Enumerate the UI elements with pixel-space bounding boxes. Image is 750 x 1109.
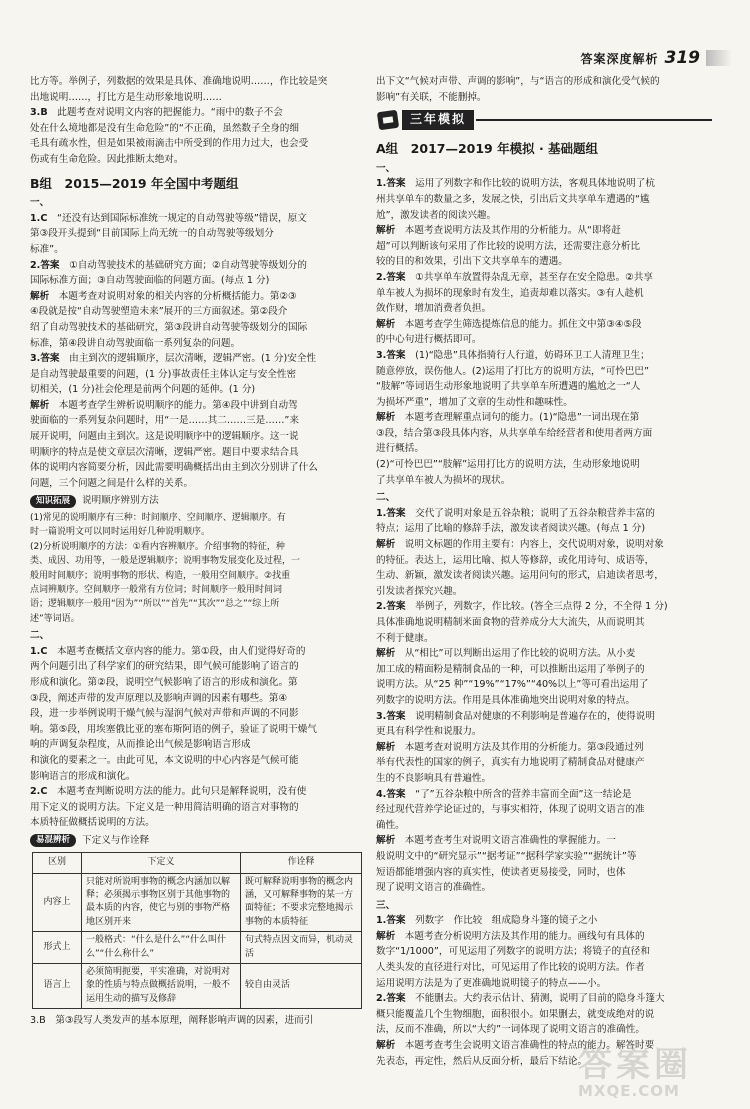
text-line: 运用说明方法是为了更准确地说明镜子的特点——小。 (376, 977, 607, 989)
text-line: 响。第⑤段，用埃塞俄比亚的塞布斯阿语的例子，验证了说明干燥气 (30, 723, 317, 735)
text-line: 单车被人为损坏的现象时有发生，追责却难以落实。③有人趁机 (376, 287, 644, 299)
text-line: 响的声调复杂程度，从而推论出气候是影响语言形成 (30, 739, 251, 751)
table-cell: 较自由灵活 (241, 964, 362, 1009)
page-number: 319 (664, 48, 700, 68)
text-line: 般用时间顺序；说明事物的形状、构造，一般用空间顺序。②找重 (30, 570, 291, 581)
text-line: 引发读者探究兴趣。 (376, 585, 463, 597)
text-line: 用下定义的说明方法。下定义是一种用简洁明确的语言对事物的 (30, 801, 299, 813)
text-line: 体的说明内容简要分析，因此需要明确概括出由主到次分别讲了什么 (30, 462, 318, 474)
text-line: ④段就是按“自动驾驶塑造未来”展开的三方面叙述。第②段介 (30, 306, 288, 318)
watermark-text: 答案圈 (578, 1045, 692, 1085)
text-line: 国际标准方面；③自动驾驶面临的问题方面。(每点 1 分) (30, 275, 270, 287)
answer-b-two-1-block (30, 644, 366, 784)
confusion-badge: 易混辨析 (30, 834, 76, 847)
table-header-cell: 下定义 (82, 852, 241, 873)
table-header-row (33, 852, 362, 873)
answer-s2-block (376, 599, 712, 708)
answer-3-block (30, 105, 366, 167)
answer-b2-block (30, 258, 366, 352)
text-line: 标准”。 (30, 243, 64, 255)
table-row-label: 形式上 (33, 932, 82, 964)
text-line: 4.答案 “了”五谷杂粮中所含的营养丰富而全面”这一结论是 (376, 788, 632, 800)
table-cell: 既可解释说明事物的概念内涵，又可解释事物的某一方面特征；不要求完整地揭示事物的本质特征 (241, 873, 362, 932)
text-line: 两个问题引出了科学家们的研究结果，即气候可能影响了语言的 (30, 661, 299, 673)
text-line: 更具有科学性和说服力。 (376, 726, 482, 738)
text-line: 列数字的说明方法。作用是具体准确地突出说明对象的特点。 (376, 694, 636, 706)
text-line: 州共享单车的数量之多，发展之快，引出后文共享单车遭遇的“尴 (376, 193, 650, 205)
text-line: 2.答案 ①自动驾驶技术的基础研究方面；②自动驾驶等级划分的 (30, 259, 307, 271)
book-icon (376, 107, 402, 133)
answer-s3-block (376, 709, 712, 787)
text-line: (2)分析说明顺序的方法：①看内容辨顺序。介绍事物的特征，种 (30, 541, 285, 552)
text-line: 现了说明文语言的准确性。 (376, 882, 492, 894)
text-line: 2.答案 ①共享单车放置得杂乱无章，甚至存在安全隐患。②共享 (376, 271, 653, 283)
knowledge-badge: 知识拓展 (30, 495, 76, 508)
text-line: 先表态，再定性，然后从反面分析，最后下结论。 (376, 1055, 588, 1067)
text-line: 3.B 此题考查对说明文内容的把握能力。“雨中的数子不会 (30, 107, 283, 119)
text-line: 段，进一步举例说明干燥气候与湿润气候对声带和声调的不同影 (30, 708, 299, 720)
answer-s4-block (376, 787, 712, 896)
text-line: 处在什么境地都是没有生命危险”的“不正确，虽然数子全身的细 (30, 122, 299, 134)
text-line: 短语都能增强内容的真实性，使读者更易接受，同时，也体 (376, 866, 626, 878)
text-line: 语；逻辑顺序一般用“因为”“所以”“首先”“其次”“总之”“综上所 (30, 599, 280, 610)
text-line: 尬”，激发读者的阅读兴趣。 (376, 209, 497, 221)
text-line: 说明方法。从“25 种”“19%”“17%”“40%以上”等可看出运用了 (376, 679, 649, 691)
text-line: 超”可以判断该句采用了作比较的说明方法，还需要注意分析比 (376, 240, 641, 252)
answer-t1-block (376, 913, 712, 991)
text-line: 比方等。举例子，列数据的效果是具体、准确地说明……，作比较是突 (30, 76, 328, 87)
text-line: 1.C “还没有达到国际标准统一规定的自动驾驶等级”错误，原文 (30, 212, 307, 224)
answer-r3-block (376, 348, 712, 488)
table-row (33, 932, 362, 964)
text-line: 解析 本题考查学生辨析说明顺序的能力。第④段中讲到自动驾 (30, 399, 298, 411)
text-line: 伤或有生命危险。因此推断太绝对。 (30, 153, 184, 165)
text-line: 第③段开头提到“目前国际上尚无统一的自动驾驶等级划分 (30, 228, 274, 240)
three-year-banner (376, 107, 712, 133)
text-line: 法，反而不准确，所以“大约”一词体现了说明文语言的准确性。 (376, 1024, 645, 1036)
text-line: 随意停放，误伤他人。(2)运用了打比方的说明方法，“可怜巴巴” (376, 365, 649, 377)
text-line: 2.答案 不能删去。大约表示估计、猜测，说明了目前的隐身斗篷大 (376, 993, 665, 1005)
text-line: (1)常见的说明顺序有三种：时间顺序、空间顺序、逻辑顺序。有 (30, 513, 286, 524)
text-line: 类、成因、功用等，一般是逻辑顺序；说明事物发展变化及过程，一 (30, 556, 301, 567)
text-line: “肢解”等词语生动形象地说明了共享单车所遭遇的尴尬之一“人 (376, 381, 641, 393)
table-header-cell: 区别 (33, 852, 82, 873)
text-line: 毛具有疏水性，但是如果被雨滴击中所受到的作用力过大，也会受 (30, 138, 309, 150)
text-line: 时一篇说明文可以同时运用好几种说明顺序。 (30, 527, 211, 538)
text-line: 般说明文中的“研究显示”“据考证”“据科学家实验”“据统计”等 (376, 850, 637, 862)
text-line: 3.答案 (1)“隐患”具体指骑行人行道，妨碍环卫工人清理卫生； (376, 349, 650, 361)
text-line: 标准，第④段讲自动驾驶面临一系列复杂的问题。 (30, 337, 241, 349)
page-header (580, 46, 732, 70)
text-line: 为损坏严重”，增加了文章的生动性和趣味性。 (376, 396, 573, 408)
text-line: 出下文“气候对声带、声调的影响”，与“语言的形成和演化受气候的 (376, 76, 660, 87)
text-line: 出地说明……，打比方是生动形象地说明…… (30, 91, 222, 103)
text-line: 述”等词语。 (30, 613, 80, 624)
text-line: 切相关，(1 分)社会伦理是前两个问题的延伸。(1 分) (30, 384, 256, 396)
table-header-cell: 作诠释 (241, 852, 362, 873)
text-line: 的特征。表达上，运用比喻、拟人等修辞，或化用诗句、成语等， (376, 554, 655, 566)
text-line: 解析 本题考查考生对说明文语言准确性的掌握能力。一 (376, 835, 616, 847)
text-line: 1.答案 列数字 作比较 组成隐身斗篷的镜子之小 (376, 915, 598, 927)
text-line: 明顺序的特点是使文章层次清晰，逻辑严密。题目中要求结合具 (30, 446, 299, 458)
text-line: 形成和演化。第②段，说明空气候影响了语言的形成和演化。第 (30, 677, 298, 689)
text-line: 解析 本题考查说明方法及其作用的分析能力。从“即将赶 (376, 225, 621, 237)
section-two-label: 二、 (30, 630, 50, 642)
right-section-three-label: 三、 (376, 899, 396, 911)
answer-b1-block (30, 211, 366, 258)
text-line: 人类头发的直径进行对比，可见运用了作比较的说明方法。作者 (376, 962, 645, 974)
text-line: 解析 本题考查学生筛选提炼信息的能力。抓住文中第③④⑤段 (376, 318, 642, 330)
header-label: 答案深度解析 (580, 51, 659, 66)
text-line: (2)“可怜巴巴”“肢解”运用打比方的说明方法，生动形象地说明 (376, 459, 640, 471)
text-line: 解析 本题考查对说明对象的相关内容的分析概括能力。第②③ (30, 290, 297, 302)
table-cell: 只能对所说明事物的概念内涵加以解释；必须揭示事物区别于其他事物的最本质的内容，使它与别的事物严格地区别开来 (82, 873, 241, 932)
text-line: 解析 本题考查理解重点词句的能力。(1)“隐患”一词出现在第 (376, 412, 640, 424)
text-line: 了共享单车被人为损坏的现状。 (376, 474, 511, 486)
table-row (33, 964, 362, 1009)
text-line: 是自动驾驶最重要的问题，(1 分)事故责任主体认定与安全性密 (30, 368, 297, 380)
text-line: 影响”有关联，不能删掉。 (376, 91, 487, 103)
text-line: 生动、新颖，激发读者阅读兴趣。运用问句的形式，启迪读者思考， (376, 570, 664, 582)
right-section-two-label: 二、 (376, 492, 396, 504)
banner-label: 三年模拟 (402, 110, 474, 130)
text-line: 3.答案 说明精制食品对健康的不利影响是普遍存在的，使得说明 (376, 710, 655, 722)
text-line: 的中心句进行概括即可。 (376, 334, 482, 346)
text-line: 本质特征做概括说明的方法。 (30, 817, 155, 829)
knowledge-note-header (30, 493, 366, 509)
watermark-logo (578, 1037, 728, 1100)
answer-r1-block (376, 176, 712, 270)
answer-b3-block (30, 351, 366, 491)
text-line: 问题，三个问题之间是什么样的关系。 (30, 477, 194, 489)
text-line: 2.答案 举例子，列数字，作比较。(答全三点得 2 分，不全得 1 分) (376, 601, 668, 613)
text-line: 经过现代营养学论证过的，与事实相符，体现了说明文语言的准 (376, 804, 645, 816)
text-line: 较的目的和效果，引出下文共享单车的遭遇。 (376, 256, 568, 268)
text-line: 展开说明，问题由主到次。这是说明顺序中的逻辑顺序。这一说 (30, 431, 299, 443)
header-gradient-bar (706, 50, 732, 66)
text-line: 特点；运用了比喻的修辞手法，激发读者阅读兴趣。(每点 1 分) (376, 523, 646, 535)
table-row (33, 873, 362, 932)
text-line: 和演化的要素之一。由此可见，本文说明的中心内容是气候可能 (30, 755, 299, 767)
text-line: 数字“1/1000”，可见运用了列数字的说明方法；将镜子的直径和 (376, 946, 650, 958)
text-line: 2.C 本题考查判断说明方法的能力。此句只是解释说明，没有使 (30, 786, 307, 798)
banner-rule (476, 119, 712, 121)
text-line: 解析 从“相比”可以判断出运用了作比较的说明方法。从小麦 (376, 648, 636, 660)
table-cell: 必须简明扼要，平实准确，对说明对象的性质与特点做概括说明，一般不运用生动的描写及修辞 (82, 964, 241, 1009)
text-line: 解析 本题考查对说明方法及其作用的分析能力。第③段通过列 (376, 741, 644, 753)
section-one-label: 一、 (30, 197, 50, 209)
group-b-title: B组 2015—2019 年全国中考题组 (30, 175, 239, 191)
table-cell: 句式特点因文而异，机动灵活 (241, 932, 362, 964)
right-column (376, 74, 712, 1069)
text-line: 3.答案 由主到次的逻辑顺序，层次清晰，逻辑严密。(1 分)安全性 (30, 353, 316, 365)
text-line: ③段，阐述声带的发声原理以及影响声调的因素有哪些。第④ (30, 692, 288, 704)
left-top-lines (30, 74, 366, 105)
text-line: 解析 本题考查分析说明方法及其作用的能力。画线句有具体的 (376, 930, 645, 942)
text-line: 1.C 本题考查概括文章内容的能力。第①段，由人们觉得好奇的 (30, 645, 306, 657)
text-line: 驶面临的一系列复杂问题时，用“一是……其二……三是……”来 (30, 415, 299, 427)
knowledge-note-body (30, 511, 366, 626)
group-a-title: A组 2017—2019 年模拟 · 基础题组 (376, 141, 599, 157)
text-line: 确性。 (376, 819, 405, 831)
text-line: 生的不良影响具有普遍性。 (376, 772, 492, 784)
text-line: 点词辨顺序。空间顺序一般常有方位词；时间顺序一般用时间词 (30, 585, 283, 596)
answer-s1-block (376, 506, 712, 600)
text-line: 不利于健康。 (376, 632, 434, 644)
right-top-lines (376, 74, 712, 105)
left-column (30, 74, 366, 1029)
text-line: 解析 说明文标题的作用主要有：内容上，交代说明对象，说明对象 (376, 539, 664, 551)
text-line: 具体准确地说明精制米面食物的营养成分大大流失，从而说明其 (376, 617, 645, 628)
text-line: 敛作财，增加消费者负担。 (376, 303, 492, 315)
text-line: 绍了自动驾驶技术的基础研究，第③段讲自动驾驶等级划分的国际 (30, 321, 308, 333)
table-cell: 一般格式：“什么是什么”“什么叫什么”“什么称什么” (82, 932, 241, 964)
answer-r2-block (376, 270, 712, 348)
definition-comparison-table (32, 852, 362, 1010)
text-line: 进行概括。 (376, 443, 424, 455)
confusion-note-title: 下定义与作诠释 (82, 835, 150, 846)
table-row-label: 内容上 (33, 873, 82, 932)
text-line: ③段，结合第③段具体内容，从共享单车给经营者和使用者两方面 (376, 427, 653, 439)
table-row-label: 语言上 (33, 964, 82, 1009)
watermark-url: MXQE.COM (578, 1082, 680, 1100)
knowledge-note-title: 说明顺序辨别方法 (82, 495, 159, 507)
confusion-note-header (30, 833, 366, 849)
answer-b-two-3-line: 3.B 第③段写人类发声的基本原理，阐释影响声调的因素，进而引 (30, 1015, 314, 1027)
text-line: 加工成的精面粉是精制食品的一种，可以推断出运用了举例子的 (376, 663, 645, 675)
text-line: 1.答案 运用了列数字和作比较的说明方法，客观具体地说明了杭 (376, 178, 655, 190)
text-line: 1.答案 交代了说明对象是五谷杂粮；说明了五谷杂粮营养丰富的 (376, 507, 655, 519)
text-line: 举有代表性的国家的例子，真实有力地说明了精制食品对健康产 (376, 757, 645, 769)
text-line: 影响语言的形成和演化。 (30, 770, 136, 782)
right-section-one-label: 一、 (376, 162, 396, 174)
text-line: 解析 本题考查考生会说明文语言准确性的特点的能力。解答时要 (376, 1040, 655, 1052)
answer-b-two-2-block (30, 784, 366, 831)
text-line: 概只能覆盖几个生物细胞，面积很小。如果删去，就变成绝对的说 (376, 1008, 655, 1020)
